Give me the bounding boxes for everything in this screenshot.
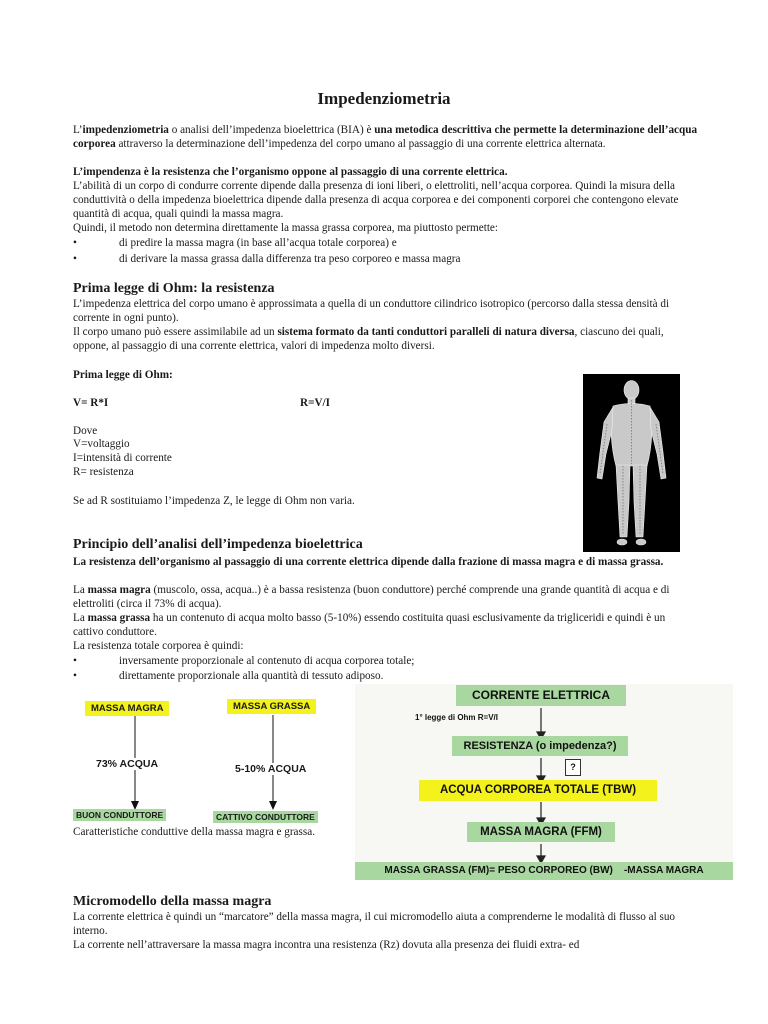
- ohm-i-def: I=intensità di corrente: [73, 452, 172, 464]
- ohm-formula-v: V= R*I: [73, 397, 109, 409]
- intro-paragraph-3: L’abilità di un corpo di condurre corrente dipende dalla presenza di ioni liberi, o elettroliti, nell’acqua corporea. Quindi la misura della conduttività o della impedenza bioelettrica dipende dalla presenza di acqua corporea e dei componenti corporei che contengono elevate quantità di acqua, quali quindi la massa magra.: [73, 180, 679, 220]
- page-title: Impedenziometria: [317, 89, 451, 108]
- ohm-law-label: Prima legge di Ohm:: [73, 369, 173, 381]
- acqua-5-10-label: 5-10% ACQUA: [235, 763, 307, 775]
- ohm-note: Se ad R sostituiamo l’impedenza Z, le legge di Ohm non varia.: [73, 495, 355, 507]
- question-box: ?: [565, 759, 581, 776]
- ohm-formula-r: R=V/I: [300, 397, 330, 409]
- resistenza-box: RESISTENZA (o impedenza?): [452, 736, 628, 756]
- massa-magra-ffm-box: MASSA MAGRA (FFM): [467, 822, 615, 842]
- principio-paragraph-3: La resistenza totale corporea è quindi:: [73, 640, 244, 652]
- section-heading-micromodello: Micromodello della massa magra: [73, 894, 272, 909]
- section-heading-principio: Principio dell’analisi dell’impedenza bioelettrica: [73, 537, 363, 552]
- acqua-corporea-box: ACQUA CORPOREA TOTALE (TBW): [419, 780, 657, 801]
- ohm-paragraph-2: Il corpo umano può essere assimilabile ad un sistema formato da tanti conduttori paralleli di natura diversa, ciascuno dei quali, oppone, al passaggio di una corrente elettrica, valori di impedenza molto diversi.: [73, 326, 664, 352]
- section-heading-ohm: Prima legge di Ohm: la resistenza: [73, 281, 275, 296]
- principio-bold-paragraph: La resistenza dell’organismo al passaggio di una corrente elettrica dipende dalla frazione di massa magra e di massa grassa.: [73, 556, 664, 568]
- principio-paragraph-2: La massa grassa ha un contenuto di acqua molto basso (5-10%) essendo costituita quasi esclusivamente da trigliceridi e quindi è un cattivo conduttore.: [73, 612, 666, 638]
- left-diagram-caption: Caratteristiche conduttive della massa magra e grassa.: [73, 826, 315, 838]
- corrente-elettrica-box: CORRENTE ELETTRICA: [456, 685, 626, 706]
- massa-grassa-formula-box: MASSA GRASSA (FM)= PESO CORPOREO (BW) -MASSA MAGRA: [355, 862, 733, 880]
- human-body-figure: [583, 374, 680, 552]
- massa-grassa-box: MASSA GRASSA: [227, 699, 316, 714]
- intro-paragraph-1: L’impedenziometria o analisi dell’impedenza bioelettrica (BIA) è una metodica descrittiva che permette la determinazione dell’acqua corporea attraverso la determinazione dell’impedenza del corpo umano al passaggio di una corrente elettrica alternata.: [73, 124, 698, 150]
- acqua-73-label: 73% ACQUA: [96, 758, 159, 770]
- micro-paragraph-2: La corrente nell’attraversare la massa magra incontra una resistenza (Rz) dovuta alla presenza dei fluidi extra- ed: [73, 939, 580, 951]
- ohm-paragraph-1: L’impedenza elettrica del corpo umano è approssimata a quella di un conduttore cilindrico isotropico (percorso dalla stessa densità di corrente in ogni punto).: [73, 298, 670, 324]
- ohm-r-def: R= resistenza: [73, 466, 134, 478]
- ohm-dove: Dove: [73, 425, 98, 437]
- cattivo-conduttore-box: CATTIVO CONDUTTORE: [213, 811, 318, 823]
- principio-paragraph-1: La massa magra (muscolo, ossa, acqua..) è a bassa resistenza (buon conduttore) perché comprende una grande quantità di acqua e di elettroliti (circa il 73% di acqua).: [73, 584, 670, 610]
- buon-conduttore-box: BUON CONDUTTORE: [73, 809, 166, 821]
- massa-magra-box: MASSA MAGRA: [85, 701, 169, 716]
- ohm-law-note: 1° legge di Ohm R=V/I: [415, 713, 498, 722]
- ohm-v-def: V=voltaggio: [73, 438, 130, 450]
- intro-paragraph-4: Quindi, il metodo non determina direttamente la massa grassa corporea, ma piuttosto permette:: [73, 222, 498, 234]
- micro-paragraph-1: La corrente elettrica è quindi un “marcatore” della massa magra, il cui micromodello aiuta a comprenderne le modalità di flusso al suo interno.: [73, 911, 676, 937]
- flow-diagram: [355, 684, 733, 880]
- intro-paragraph-2: L’impendenza è la resistenza che l’organismo oppone al passaggio di una corrente elettrica.: [73, 166, 508, 178]
